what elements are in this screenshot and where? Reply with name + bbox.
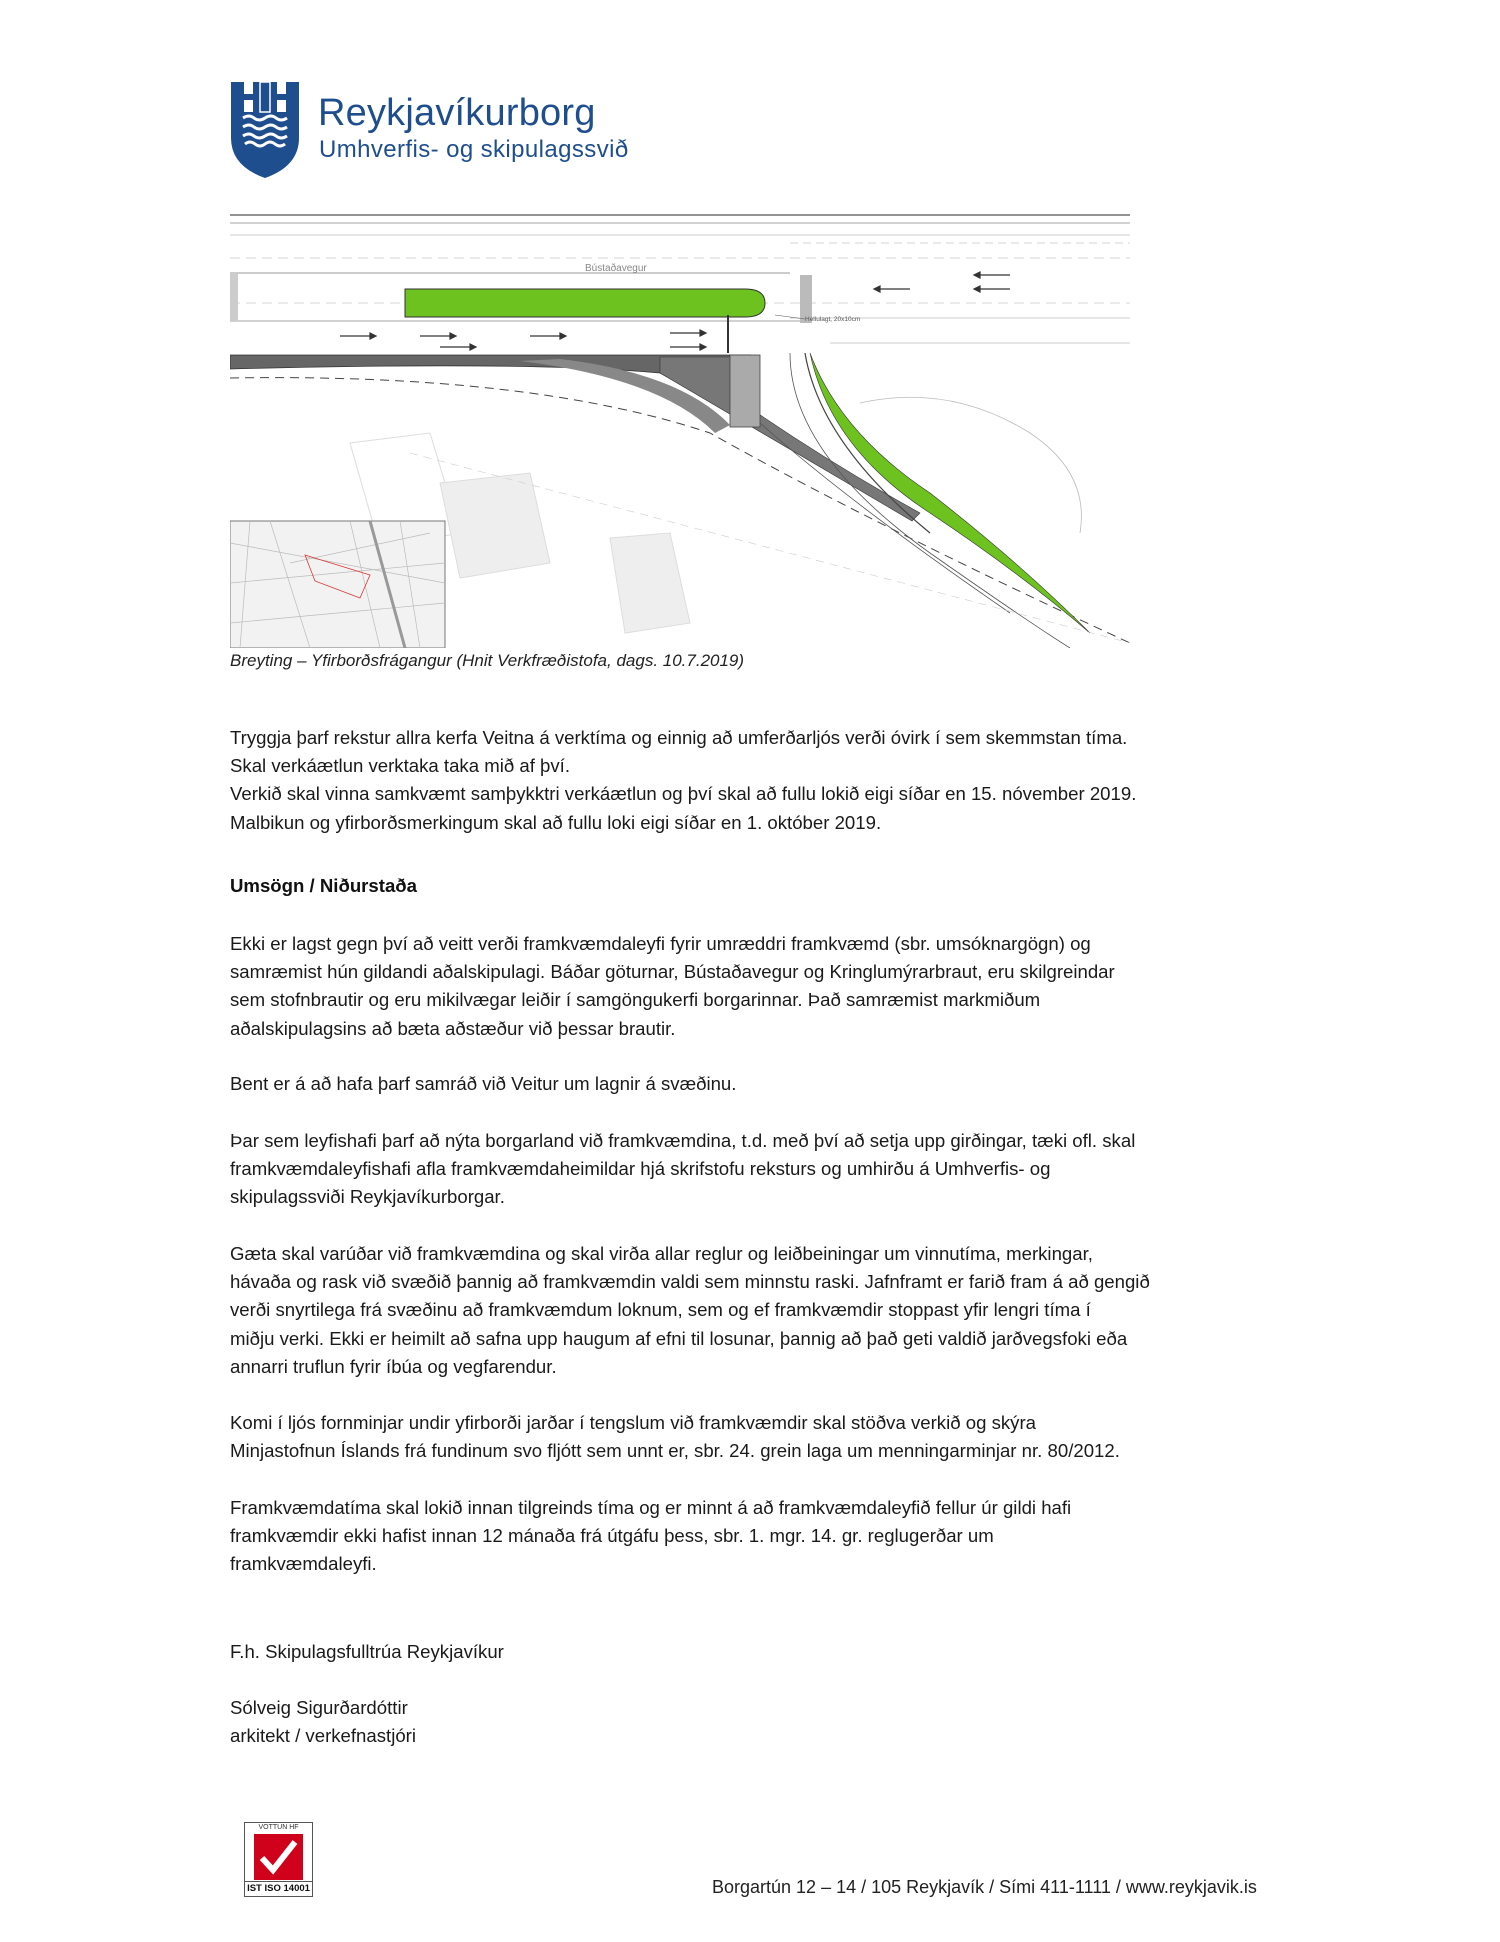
text-line: miðju verki. Ekki er heimilt að safna upp haugum af efni til losunar, þannig að það geti valdið jarðvegsfoki eða — [230, 1327, 1128, 1349]
paragraph-city-land — [230, 1127, 1290, 1212]
text-line: Tryggja þarf rekstur allra kerfa Veitna á verktíma og einnig að umferðarljós verði óvirk í sem skemmstan tíma. — [230, 727, 1128, 748]
street-label: Bústaðavegur — [585, 263, 647, 274]
text-line: Verkið skal vinna samkvæmt samþykktri verkáætlun og því skal að fullu lokið eigi síðar en 15. nóvember 2019. — [230, 783, 1137, 805]
text-line: Þar sem leyfishafi þarf að nýta borgarland við framkvæmdina, t.d. með því að setja upp girðingar, tæki ofl. skal — [230, 1130, 1136, 1151]
department-name: Umhverfis- og skipulagssvið — [319, 136, 629, 163]
site-plan-drawing — [230, 203, 1130, 648]
signer-name: Sólveig Sigurðardóttir — [230, 1697, 408, 1718]
text-line: sem stofnbrautir og eru mikilvægar leiðir í samgöngukerfi borgarinnar. Það samræmist markmiðum — [230, 989, 1041, 1011]
text-line: framkvæmdir ekki hafist innan 12 mánaða frá útgáfu þess, sbr. 1. mgr. 14. gr. reglugerðar um — [230, 1525, 994, 1547]
paragraph-operations — [230, 724, 1290, 837]
drawing-note: Hellulagt, 20x10cm — [805, 316, 861, 323]
checkmark-certification-icon — [254, 1834, 303, 1880]
text-line: samræmist hún gildandi aðalskipulagi. Báðar göturnar, Bústaðavegur og Kringlumýrarbraut, eru skilgreindar — [230, 961, 1115, 983]
text-line: F.h. Skipulagsfulltrúa Reykjavíkur — [230, 1641, 504, 1662]
text-line: skipulagssviði Reykjavíkurborgar. — [230, 1186, 505, 1208]
paragraph-veitur — [230, 1070, 1290, 1098]
text-line: verði snyrtilega frá svæðinu að framkvæmdum loknum, sem og ef framkvæmdir stoppast yfir lengri tíma í — [230, 1299, 1091, 1321]
text-line: annarri truflun fyrir íbúa og vegfarendur. — [230, 1355, 557, 1377]
text-line: Ekki er lagst gegn því að veitt verði framkvæmdaleyfi fyrir umræddri framkvæmd (sbr. umsóknargögn) og — [230, 933, 1091, 954]
paragraph-caution — [230, 1240, 1290, 1381]
paragraph-antiquities — [230, 1409, 1290, 1465]
section-heading: Umsögn / Niðurstaða — [230, 875, 417, 896]
figure-caption: Breyting – Yfirborðsfrágangur (Hnit Verkfræðistofa, dags. 10.7.2019) — [230, 651, 745, 670]
organization-name: Reykjavíkurborg — [318, 92, 596, 134]
text-line: Komi í ljós fornminjar undir yfirborði jarðar í tengslum við framkvæmdir skal stöðva verkið og skýra — [230, 1412, 1036, 1433]
iso-badge-bottom-label: IST ISO 14001 — [245, 1881, 312, 1896]
text-line: Gæta skal varúðar við framkvæmdina og skal virða allar reglur og leiðbeiningar um vinnutíma, merkingar, — [230, 1243, 1093, 1264]
text-line: Skal verkáætlun verktaka taka mið af því. — [230, 755, 570, 777]
text-line: framkvæmdaleyfi. — [230, 1553, 377, 1575]
footer-address: Borgartún 12 – 14 / 105 Reykjavík / Sími 411-1111 / www.reykjavik.is — [712, 1877, 1257, 1897]
text-line: Malbikun og yfirborðsmerkingum skal að fullu loki eigi síðar en 1. október 2019. — [230, 811, 882, 833]
text-line: hávaða og rask við svæðið þannig að framkvæmdin valdi sem minnstu raski. Jafnframt er farið fram á að gengið — [230, 1271, 1150, 1293]
text-line: Bent er á að hafa þarf samráð við Veitur um lagnir á svæðinu. — [230, 1073, 737, 1094]
iso-badge-top-label: VOTTUN HF — [258, 1824, 299, 1831]
text-line: aðalskipulagsins að bæta aðstæður við þessar brautir. — [230, 1017, 676, 1039]
text-line: framkvæmdaleyfishafi afla framkvæmdaheimildar hjá skrifstofu reksturs og umhirðu á Umhverfis- og — [230, 1158, 1051, 1180]
signer-title: arkitekt / verkefnastjóri — [230, 1725, 417, 1747]
iso-certification-badge — [244, 1822, 313, 1897]
reykjavik-coat-of-arms-icon — [229, 80, 301, 180]
text-line: Framkvæmdatíma skal lokið innan tilgreinds tíma og er minnt á að framkvæmdaleyfið fellur úr gildi hafi — [230, 1497, 1072, 1518]
signer-block — [230, 1694, 1290, 1750]
text-line: Minjastofnun Íslands frá fundinum svo fljótt sem unnt er, sbr. 24. grein laga um menningarminjar nr. 80/2012. — [230, 1440, 1120, 1462]
signoff — [230, 1638, 1290, 1666]
paragraph-conclusion — [230, 930, 1290, 1043]
paragraph-validity — [230, 1494, 1290, 1579]
